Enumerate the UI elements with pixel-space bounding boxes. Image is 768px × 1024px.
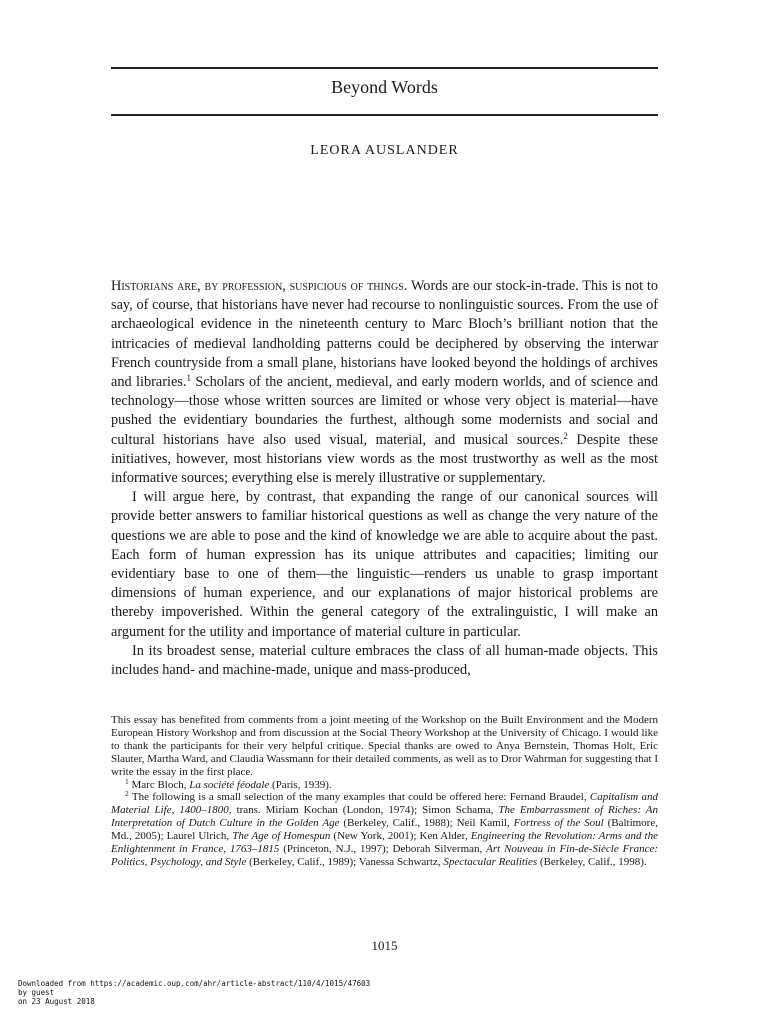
paragraph-1-text-c: Despite these initiatives, however, most historians view words as the most trustworthy as well as the most informative sources; everything else is merely illustrative or supplementary. bbox=[111, 431, 658, 487]
footnote-2-title: Fortress of the Soul bbox=[513, 817, 604, 830]
footnote-2-text: (Berkeley, Calif., 1998). bbox=[537, 855, 647, 868]
page-number: 1015 bbox=[371, 938, 398, 953]
header-rule-bottom bbox=[111, 114, 658, 116]
paragraph-1 bbox=[111, 277, 658, 488]
article-title: Beyond Words bbox=[331, 77, 438, 97]
footnote-2-text: (Berkeley, Calif., 1988); Neil Kamil, bbox=[339, 817, 514, 830]
footnote-ref-2[interactable]: 2 bbox=[563, 430, 568, 441]
footnote-2-number: 2 bbox=[125, 789, 129, 799]
footnote-2 bbox=[111, 791, 658, 868]
footnote-2-text: (Princeton, N.J., 1997); Deborah Silverman, bbox=[279, 843, 487, 856]
download-date: on 23 August 2018 bbox=[18, 997, 95, 1006]
footnote-intro: This essay has benefited from comments from a joint meeting of the Workshop on the Built Environment and the Modern European History Workshop and from discussion at the Social Theory Workshop at the University of Chicago. I would like to thank the participants for their very helpful critique. Special thanks are owed to Anya Bernstein, Thomas Holt, Eric Slauter, Martha Ward, and Claudia Wassmann for their detailed comments, as well as to Dror Wahrman for suggesting that I write the essay in the first place. bbox=[111, 714, 658, 778]
footnote-ref-1[interactable]: 1 bbox=[186, 373, 191, 384]
footnote-2-text: (Baltimore, Md., 2005); Laurel Ulrich, bbox=[111, 817, 658, 843]
footnote-1-number: 1 bbox=[125, 776, 129, 786]
footnote-1 bbox=[111, 776, 658, 792]
article-body bbox=[111, 277, 658, 680]
footnote-2-title: Art Nouveau in Fin-de-Siècle France: Politics, Psychology, and Style bbox=[111, 843, 658, 868]
paragraph-1-text-a: Words are our stock-in-trade. This is not to say, of course, that historians have never had recourse to nonlinguistic sources. From the use of archaeological evidence in the nineteenth century to Marc Bloch’s brilliant notion that the intricacies of medieval landholding patterns could be deciphered by observing the interwar French countryside from a small plane, historians have looked beyond the holdings of archives and libraries. bbox=[111, 278, 658, 391]
paragraph-1-text-b: Scholars of the ancient, medieval, and early modern worlds, and of science and technology—those whose written sources are limited or whose very object is material—have pushed the evidentiary boundaries the furthest, although some modernists and social and cultural historians have also used visual, material, and musical sources. bbox=[111, 374, 659, 448]
opening-smallcaps: Historians are, by profession, suspicious of things. bbox=[111, 278, 408, 294]
footnote-1-text: Marc Bloch, bbox=[128, 778, 190, 791]
download-url[interactable]: Downloaded from https://academic.oup.com/ahr/article-abstract/110/4/1015/47603 bbox=[18, 979, 371, 988]
footnote-2-text: , trans. Miriam Kochan (London, 1974); Simon Schama, bbox=[228, 804, 499, 817]
footnote-2-text: (Berkeley, Calif., 1989); Vanessa Schwartz, bbox=[246, 855, 444, 868]
footnote-2-title: Engineering the Revolution: Arms and the Enlightenment in France, 1763–1815 bbox=[111, 830, 658, 856]
footnote-1-text-end: (Paris, 1939). bbox=[269, 778, 332, 791]
paragraph-3: In its broadest sense, material culture embraces the class of all human-made objects. This includes hand- and machine-made, unique and mass-produced, bbox=[111, 642, 658, 679]
download-user: by guest bbox=[18, 988, 55, 997]
footnote-2-text: The following is a small selection of the many examples that could be offered here: Fernand Braudel, bbox=[128, 791, 590, 804]
footnote-1-title: La société féodale bbox=[189, 778, 270, 791]
header-rule-top bbox=[111, 67, 658, 69]
footnote-2-title: Spectacular Realities bbox=[443, 855, 538, 868]
footnote-2-title: The Age of Homespun bbox=[232, 830, 331, 843]
footnote-2-text: (New York, 2001); Ken Alder, bbox=[330, 830, 471, 843]
footnote-2-title: Capitalism and Material Life, 1400–1800 bbox=[111, 791, 658, 817]
footnotes bbox=[111, 714, 658, 869]
download-stamp bbox=[18, 979, 370, 1006]
footnote-2-title: The Embarrassment of Riches: An Interpretation of Dutch Culture in the Golden Age bbox=[111, 804, 658, 830]
article-author: LEORA AUSLANDER bbox=[310, 143, 459, 158]
paragraph-2: I will argue here, by contrast, that expanding the range of our canonical sources will provide better answers to familiar historical questions as well as change the very nature of the questions we are able to pose and the kind of knowledge we are able to acquire about the past. Each form of human expression has its unique attributes and capacities; limiting our evidentiary base to one of them—the linguistic—renders us unable to grasp important dimensions of human experience, and our explanations of major historical problems are thereby impoverished. Within the general category of the extralinguistic, I will make an argument for the utility and importance of material culture in particular. bbox=[111, 489, 658, 640]
